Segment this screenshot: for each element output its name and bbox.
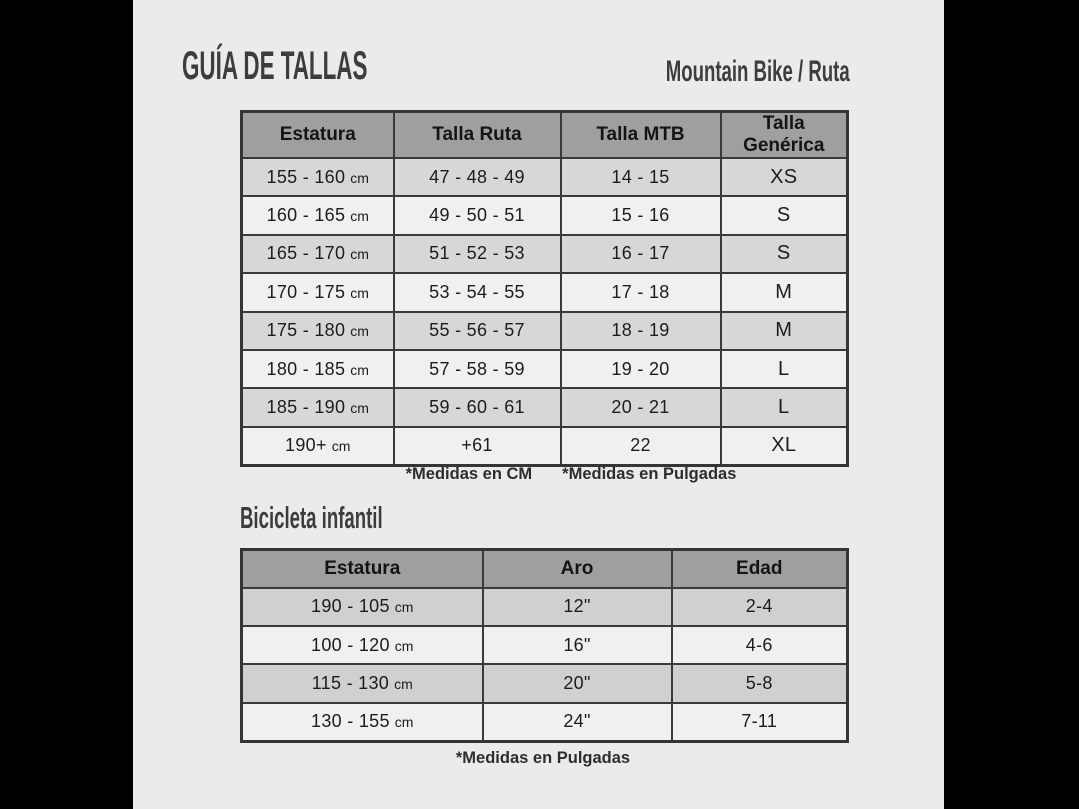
unit-label: cm <box>394 714 414 731</box>
header-talla-generica: Talla Genérica <box>721 112 848 159</box>
kids-table-header-row <box>242 550 848 588</box>
estatura-cell: 190+ cm <box>242 427 394 465</box>
header-talla-ruta: Talla Ruta <box>394 112 561 159</box>
header-estatura: Estatura <box>242 112 394 159</box>
header-talla-mtb: Talla MTB <box>561 112 721 159</box>
estatura-cell: 185 - 190 cm <box>242 388 394 426</box>
header-aro: Aro <box>483 550 672 588</box>
estatura-cell: 175 - 180 cm <box>242 312 394 350</box>
ruta-cell: 51 - 52 - 53 <box>394 235 561 273</box>
unit-label: cm <box>350 284 369 301</box>
generica-cell: M <box>721 273 848 311</box>
unit-label: cm <box>350 208 369 225</box>
aro-cell: 20" <box>483 664 672 702</box>
mtb-cell: 19 - 20 <box>561 350 721 388</box>
generica-cell: XL <box>721 427 848 465</box>
estatura-cell: 170 - 175 cm <box>242 273 394 311</box>
mtb-cell: 16 - 17 <box>561 235 721 273</box>
header-estatura: Estatura <box>242 550 483 588</box>
estatura-cell: 130 - 155 cm <box>242 703 483 741</box>
estatura-cell: 165 - 170 cm <box>242 235 394 273</box>
aro-cell: 24" <box>483 703 672 741</box>
estatura-cell: 190 - 105 cm <box>242 588 483 626</box>
adult-table-header-row <box>242 112 848 159</box>
table-row <box>242 588 848 626</box>
footnote-inches: *Medidas en Pulgadas <box>562 465 737 483</box>
unit-label: cm <box>331 438 351 455</box>
table-row <box>242 388 848 426</box>
edad-cell: 4-6 <box>672 626 848 664</box>
mtb-cell: 14 - 15 <box>561 158 721 196</box>
ruta-cell: 57 - 58 - 59 <box>394 350 561 388</box>
table-row <box>242 158 848 196</box>
kids-section-title: Bicicleta infantil <box>240 500 383 535</box>
edad-cell: 2-4 <box>672 588 848 626</box>
unit-label: cm <box>350 169 369 186</box>
table-row <box>242 196 848 234</box>
content-panel <box>133 0 944 809</box>
unit-label: cm <box>394 675 413 692</box>
mtb-cell: 20 - 21 <box>561 388 721 426</box>
unit-label: cm <box>394 599 414 616</box>
generica-cell: S <box>721 196 848 234</box>
mtb-cell: 17 - 18 <box>561 273 721 311</box>
generica-cell: M <box>721 312 848 350</box>
ruta-cell: 59 - 60 - 61 <box>394 388 561 426</box>
edad-cell: 7-11 <box>672 703 848 741</box>
unit-label: cm <box>350 323 369 340</box>
table-row <box>242 273 848 311</box>
adult-size-table <box>240 110 849 467</box>
table-row <box>242 235 848 273</box>
estatura-cell: 180 - 185 cm <box>242 350 394 388</box>
ruta-cell: 47 - 48 - 49 <box>394 158 561 196</box>
footnote-cm: *Medidas en CM <box>405 465 533 483</box>
generica-cell: S <box>721 235 848 273</box>
mtb-cell: 22 <box>561 427 721 465</box>
footnote-inches: *Medidas en Pulgadas <box>455 749 631 767</box>
page-title: GUÍA DE TALLAS <box>182 44 368 88</box>
table-row <box>242 626 848 664</box>
table-row <box>242 703 848 741</box>
table-row <box>242 350 848 388</box>
mtb-cell: 18 - 19 <box>561 312 721 350</box>
ruta-cell: 53 - 54 - 55 <box>394 273 561 311</box>
aro-cell: 12" <box>483 588 672 626</box>
header-edad: Edad <box>672 550 848 588</box>
estatura-cell: 155 - 160 cm <box>242 158 394 196</box>
unit-label: cm <box>350 400 369 417</box>
edad-cell: 5-8 <box>672 664 848 702</box>
aro-cell: 16" <box>483 626 672 664</box>
generica-cell: L <box>721 388 848 426</box>
generica-cell: XS <box>721 158 848 196</box>
estatura-cell: 115 - 130 cm <box>242 664 483 702</box>
table-row <box>242 427 848 465</box>
adult-table-footnotes <box>268 465 874 484</box>
mtb-cell: 15 - 16 <box>561 196 721 234</box>
kids-size-table <box>240 548 849 743</box>
table-row <box>242 664 848 702</box>
ruta-cell: 55 - 56 - 57 <box>394 312 561 350</box>
ruta-cell: +61 <box>394 427 561 465</box>
unit-label: cm <box>394 637 414 654</box>
table-row <box>242 312 848 350</box>
unit-label: cm <box>350 246 369 263</box>
kids-table-footnote <box>240 749 846 768</box>
generica-cell: L <box>721 350 848 388</box>
ruta-cell: 49 - 50 - 51 <box>394 196 561 234</box>
page-subtitle: Mountain Bike / Ruta <box>666 55 850 88</box>
estatura-cell: 100 - 120 cm <box>242 626 483 664</box>
unit-label: cm <box>350 361 369 378</box>
estatura-cell: 160 - 165 cm <box>242 196 394 234</box>
